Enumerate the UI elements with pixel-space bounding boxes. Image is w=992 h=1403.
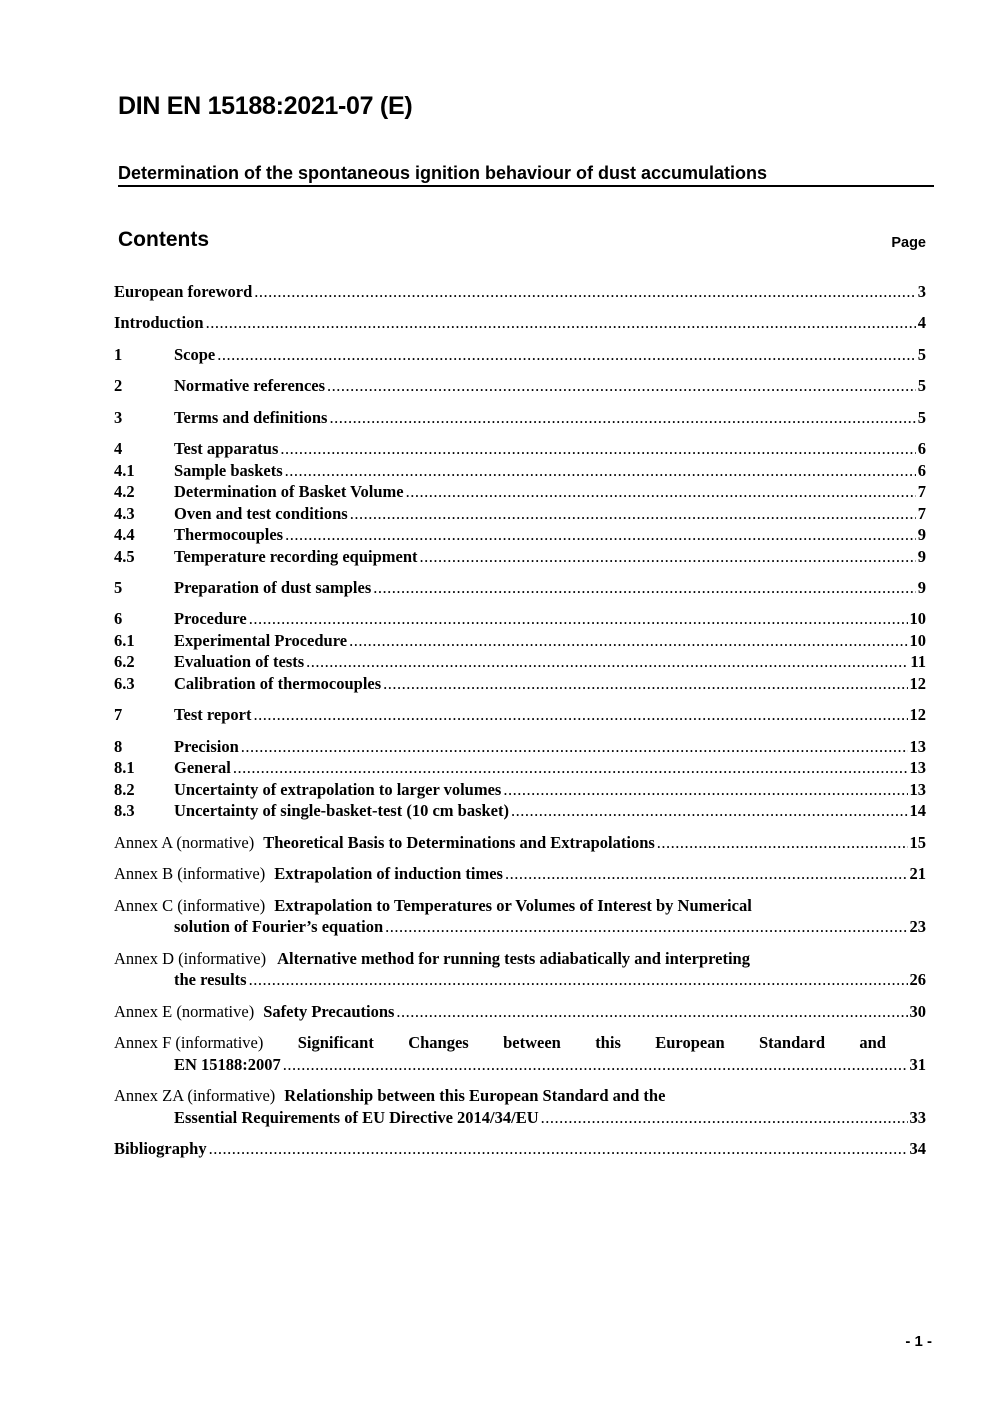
toc-leader [327, 376, 916, 396]
toc-label: EN 15188:2007 [174, 1055, 281, 1074]
toc-label: Sample baskets [174, 461, 283, 480]
toc-label: Procedure [174, 609, 247, 628]
toc-leader [209, 1139, 908, 1159]
toc-entry-bibliography[interactable] [114, 1139, 926, 1159]
toc-page: 21 [909, 864, 926, 883]
toc-label: Determination of Basket Volume [174, 482, 404, 501]
toc-page: 5 [917, 345, 926, 364]
page-column-heading: Page [891, 235, 926, 251]
toc-entry-annex-d[interactable] [114, 949, 926, 969]
toc-entry-4-1[interactable] [114, 461, 926, 481]
toc-page: 7 [917, 504, 926, 523]
toc-number: 4.2 [114, 482, 135, 501]
toc-leader [503, 780, 907, 800]
toc-number: 2 [114, 376, 123, 395]
toc-leader [349, 631, 907, 651]
toc-number: 7 [114, 705, 123, 724]
toc-label: Normative references [174, 376, 326, 395]
toc-annex-prefix: Annex A (normative) [114, 833, 255, 852]
toc-leader [505, 864, 908, 884]
toc-label: Evaluation of tests [174, 652, 305, 671]
toc-label: Uncertainty of extrapolation to larger volumes [174, 780, 502, 799]
toc-page: 6 [917, 439, 926, 458]
toc-word: between [503, 1033, 561, 1052]
toc-word: and [859, 1033, 886, 1052]
toc-entry-8[interactable] [114, 737, 926, 757]
toc-entry-4-2[interactable] [114, 482, 926, 502]
toc-page: 33 [909, 1108, 926, 1127]
toc-page: 9 [917, 547, 926, 566]
toc-leader [350, 504, 916, 524]
toc-page: 10 [909, 631, 926, 650]
toc-word: Significant [297, 1033, 374, 1052]
toc-label: Temperature recording equipment [174, 547, 418, 566]
toc-number: 8.3 [114, 801, 135, 820]
toc-leader [280, 439, 915, 459]
document-subtitle: Determination of the spontaneous ignition behaviour of dust accumulations [118, 163, 934, 187]
toc-entry-annex-za[interactable] [114, 1086, 926, 1106]
toc-page: 13 [909, 737, 926, 756]
toc-number: 4.5 [114, 547, 135, 566]
contents-heading: Contents [118, 228, 209, 251]
toc-label: Introduction [114, 313, 204, 332]
toc-leader [373, 578, 916, 598]
toc-leader [249, 609, 908, 629]
toc-entry-4[interactable] [114, 439, 926, 459]
toc-page: 9 [917, 525, 926, 544]
toc-entry-1[interactable] [114, 345, 926, 365]
toc-label: Terms and definitions [174, 408, 328, 427]
toc-number: 5 [114, 578, 123, 597]
toc-leader [329, 408, 915, 428]
toc-leader [217, 345, 916, 365]
toc-entry-annex-a[interactable] [114, 833, 926, 853]
toc-entry-4-4[interactable] [114, 525, 926, 545]
toc-leader [306, 652, 908, 672]
toc-entry-8-1[interactable] [114, 758, 926, 778]
toc-page: 7 [917, 482, 926, 501]
toc-leader [254, 282, 915, 302]
toc-number: 8 [114, 737, 123, 756]
toc-leader [657, 833, 908, 853]
toc-leader [541, 1108, 908, 1128]
toc-number: 4 [114, 439, 123, 458]
toc-label: General [174, 758, 231, 777]
page-number: - 1 - [905, 1333, 932, 1350]
toc-label: Oven and test conditions [174, 504, 348, 523]
toc-entry-annex-b[interactable] [114, 864, 926, 884]
toc-leader [206, 313, 916, 333]
toc-entry-annex-c[interactable] [114, 896, 926, 916]
toc-page: 10 [909, 609, 926, 628]
toc-entry-6-1[interactable] [114, 631, 926, 651]
toc-page: 23 [909, 917, 926, 936]
toc-entry-8-2[interactable] [114, 780, 926, 800]
toc-entry-4-5[interactable] [114, 547, 926, 567]
toc-page: 9 [917, 578, 926, 597]
toc-word: Standard [758, 1033, 826, 1052]
toc-annex-prefix: Annex B (informative) [114, 864, 266, 883]
toc-page: 5 [917, 376, 926, 395]
toc-label: Safety Precautions [263, 1002, 395, 1021]
toc-label: Thermocouples [174, 525, 284, 544]
toc-number: 6.3 [114, 674, 135, 693]
toc-word: Changes [408, 1033, 469, 1052]
toc-entry-8-3[interactable] [114, 801, 926, 821]
toc-number: 8.2 [114, 780, 135, 799]
toc-page: 34 [909, 1139, 926, 1158]
toc-entry-2[interactable] [114, 376, 926, 396]
toc-label: Extrapolation to Temperatures or Volumes of Interest by Numerical [274, 896, 752, 915]
toc-entry-5[interactable] [114, 578, 926, 598]
toc-number: 4.4 [114, 525, 135, 544]
toc-page: 30 [909, 1002, 926, 1021]
toc-leader [420, 547, 916, 567]
toc-number: 3 [114, 408, 123, 427]
toc-leader [233, 758, 908, 778]
toc-number: 1 [114, 345, 123, 364]
toc-label: the results [174, 970, 247, 989]
toc-label: Theoretical Basis to Determinations and Extrapolations [263, 833, 655, 852]
toc-number: 6.2 [114, 652, 135, 671]
toc-entry-4-3[interactable] [114, 504, 926, 524]
toc-page: 26 [909, 970, 926, 989]
toc-label: Scope [174, 345, 216, 364]
toc-leader [249, 970, 908, 990]
toc-label: European foreword [114, 282, 253, 301]
toc-entry-annex-f-cont[interactable] [174, 1055, 926, 1075]
toc-annex-prefix: Annex F (informative) [114, 1033, 264, 1052]
toc-annex-prefix: Annex E (normative) [114, 1002, 255, 1021]
toc-page: 11 [910, 652, 926, 671]
toc-number: 4.3 [114, 504, 135, 523]
toc-page: 31 [909, 1055, 926, 1074]
document-id: DIN EN 15188:2021-07 (E) [118, 92, 413, 120]
toc-entry-annex-e[interactable] [114, 1002, 926, 1022]
toc-leader [511, 801, 908, 821]
toc-label: Relationship between this European Standard and the [284, 1086, 666, 1105]
toc-entry-annex-za-cont[interactable] [174, 1108, 926, 1128]
toc-page: 3 [917, 282, 926, 301]
toc-leader [285, 461, 916, 481]
toc-entry-introduction[interactable] [114, 313, 926, 333]
toc-leader [253, 705, 907, 725]
toc-leader [385, 917, 907, 937]
toc-leader [406, 482, 916, 502]
toc-word: this [595, 1033, 621, 1052]
toc-page: 4 [917, 313, 926, 332]
toc-entry-6-3[interactable] [114, 674, 926, 694]
toc-label: Uncertainty of single-basket-test (10 cm basket) [174, 801, 509, 820]
toc-page: 13 [909, 758, 926, 777]
toc-entry-3[interactable] [114, 408, 926, 428]
toc-label: Precision [174, 737, 239, 756]
toc-leader [396, 1002, 907, 1022]
toc-label: Essential Requirements of EU Directive 2014/34/EU [174, 1108, 539, 1127]
toc-label: Experimental Procedure [174, 631, 348, 650]
toc-page: 15 [909, 833, 926, 852]
toc-label: Alternative method for running tests adiabatically and interpreting [277, 949, 750, 968]
toc-entry-6-2[interactable] [114, 652, 926, 672]
toc-label: Calibration of thermocouples [174, 674, 382, 693]
toc-leader [283, 1055, 908, 1075]
toc-entry-foreword[interactable] [114, 282, 926, 302]
toc-annex-prefix: Annex ZA (informative) [114, 1086, 276, 1105]
toc-annex-prefix: Annex D (informative) [114, 949, 267, 968]
toc-label: solution of Fourier’s equation [174, 917, 384, 936]
toc-leader [241, 737, 908, 757]
toc-page: 14 [909, 801, 926, 820]
toc-entry-6[interactable] [114, 609, 926, 629]
toc-number: 6.1 [114, 631, 135, 650]
toc-word: European [655, 1033, 725, 1052]
toc-label: Test apparatus [174, 439, 279, 458]
toc-annex-prefix: Annex C (informative) [114, 896, 266, 915]
toc-page: 13 [909, 780, 926, 799]
toc-number: 4.1 [114, 461, 135, 480]
toc-label: Preparation of dust samples [174, 578, 372, 597]
toc-entry-annex-c-cont[interactable] [174, 917, 926, 937]
toc-label: Test report [174, 705, 252, 724]
toc-label: Bibliography [114, 1139, 207, 1158]
toc-page: 12 [909, 705, 926, 724]
toc-label: Extrapolation of induction times [274, 864, 503, 883]
toc-leader [383, 674, 907, 694]
toc-leader [285, 525, 916, 545]
toc-page: 12 [909, 674, 926, 693]
toc-entry-7[interactable] [114, 705, 926, 725]
toc-number: 6 [114, 609, 123, 628]
toc-number: 8.1 [114, 758, 135, 777]
toc-entry-annex-f[interactable] [114, 1033, 886, 1053]
toc-entry-annex-d-cont[interactable] [174, 970, 926, 990]
toc-page: 5 [917, 408, 926, 427]
toc-page: 6 [917, 461, 926, 480]
